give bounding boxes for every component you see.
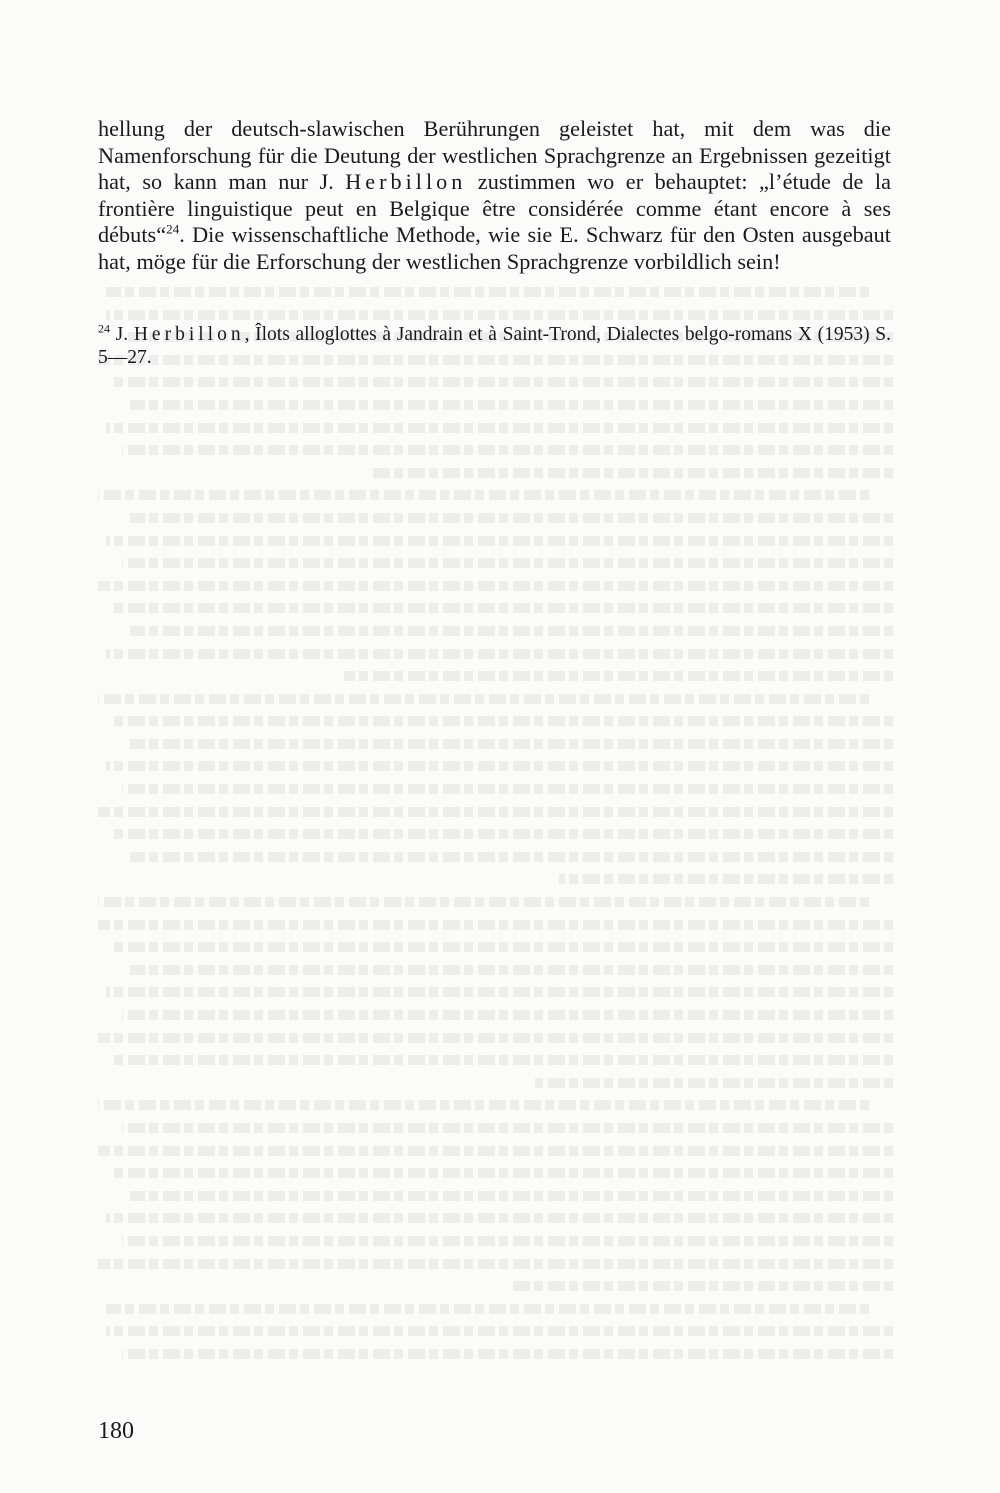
bleed-through-line [114, 1161, 893, 1184]
bleed-through-line [106, 642, 893, 665]
bleed-through-line [114, 370, 893, 393]
bleed-through-line [106, 1319, 893, 1342]
bleed-through-line [368, 461, 893, 484]
bleed-through-line [559, 867, 893, 890]
bleed-through-line [122, 551, 893, 574]
bleed-through-line [106, 1297, 869, 1320]
footnote-author-spaced: Herbillon [133, 324, 245, 345]
bleed-through-text [98, 280, 893, 1410]
body-text-part-3: . Die wissenschaftliche Methode, wie sie E. Schwarz für den Osten ausgebaut hat, möge für die Erforschung der westlichen Sprachgrenze vorbildlich sein! [98, 222, 891, 274]
bleed-through-line [98, 800, 893, 823]
footnote [98, 323, 891, 369]
bleed-through-line [98, 913, 893, 936]
bleed-through-line [106, 529, 893, 552]
bleed-through-line [98, 687, 869, 710]
bleed-through-line [130, 732, 893, 755]
body-paragraph [98, 116, 891, 275]
bleed-through-line [114, 822, 893, 845]
bleed-through-line [98, 1093, 869, 1116]
body-text-part-2: zustimmen wo er behauptet: „l’étude de la frontière linguistique peut en Belgique être considérée comme étant encore à ses débuts“ [98, 169, 891, 247]
bleed-through-line [106, 754, 893, 777]
bleed-through-line [130, 845, 893, 868]
bleed-through-line [106, 303, 893, 326]
footnote-prefix: J. [110, 324, 134, 345]
bleed-through-line [344, 664, 893, 687]
bleed-through-line [122, 438, 893, 461]
bleed-through-line [130, 393, 893, 416]
bleed-through-line [122, 1229, 893, 1252]
bleed-through-line [114, 935, 893, 958]
bleed-through-line [122, 777, 893, 800]
body-text-part-1: hellung der deutsch-slawischen Berührungen geleistet hat, mit dem was die Namenforschung für die Deutung der westlichen Sprachgrenze an Ergebnissen gezeitigt hat, so kann man nur J. [98, 116, 891, 194]
bleed-through-line [114, 1048, 893, 1071]
bleed-through-line [106, 1206, 893, 1229]
author-name-spaced: Herbillon [345, 169, 467, 194]
bleed-through-line [114, 596, 893, 619]
bleed-through-line [130, 619, 893, 642]
bleed-through-line [130, 506, 893, 529]
bleed-through-line [98, 574, 893, 597]
bleed-through-line [98, 890, 869, 913]
footnote-text: , Îlots alloglottes à Jandrain et à Saint-Trond, Dialectes belgo-romans X (1953) S. 5—27. [98, 324, 892, 368]
page-number: 180 [98, 1418, 134, 1444]
bleed-through-line [98, 1139, 893, 1162]
bleed-through-line [130, 1184, 893, 1207]
bleed-through-line [106, 416, 893, 439]
bleed-through-line [122, 1342, 893, 1365]
bleed-through-line [511, 1274, 893, 1297]
footnote-reference[interactable]: 24 [166, 221, 180, 237]
bleed-through-line [535, 1071, 893, 1094]
bleed-through-line [106, 280, 869, 303]
bleed-through-line [98, 1252, 893, 1275]
bleed-through-line [122, 1003, 893, 1026]
bleed-through-line [98, 483, 869, 506]
footnote-number: 24 [98, 321, 110, 336]
bleed-through-line [122, 1116, 893, 1139]
bleed-through-line [130, 958, 893, 981]
bleed-through-line [106, 980, 893, 1003]
bleed-through-line [98, 1026, 893, 1049]
bleed-through-line [114, 709, 893, 732]
